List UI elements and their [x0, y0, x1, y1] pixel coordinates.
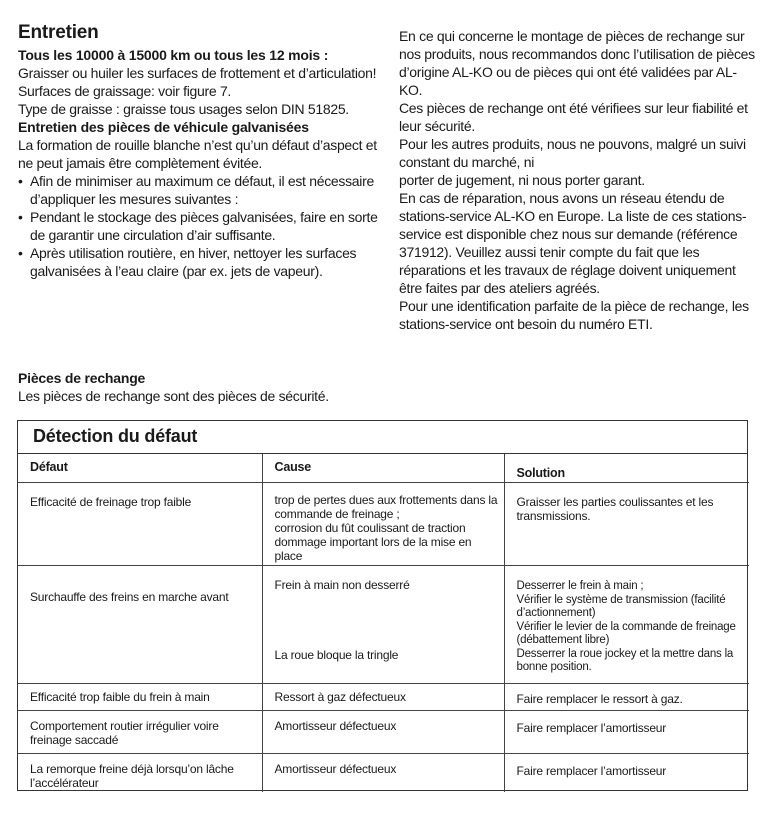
solution-cell: Desserrer le frein à main ; Vérifier le système de transmission (facilité d’actionnement) Vérifier le levier de la commande de freinage (débattement libre) Desserrer la roue jockey et la mettre dans la bonne position.: [504, 566, 749, 684]
fault-table: [18, 454, 749, 792]
cause-cell: Amortisseur défectueux: [262, 754, 504, 793]
maintenance-paragraph: Type de graisse : graisse tous usages selon DIN 51825.: [18, 101, 349, 117]
solution-cell: Faire remplacer le ressort à gaz.: [504, 684, 749, 711]
cause-cell: Frein à main non desserré La roue bloque la tringle: [262, 566, 504, 684]
defaut-cell: Comportement routier irrégulier voire freinage saccadé: [18, 711, 262, 754]
defaut-cell: Efficacité trop faible du frein à main: [18, 684, 262, 711]
cause-cell: trop de pertes dues aux frottements dans la commande de freinage ; corrosion du fût coulissant de traction dommage important lors de la mise en place: [262, 483, 504, 566]
right-paragraph: Pour une identification parfaite de la pièce de rechange, les stations-service ont besoin du numéro ETI.: [399, 298, 749, 332]
column-header-solution: Solution: [504, 454, 749, 483]
table-title: Détection du défaut: [18, 421, 747, 454]
maintenance-title: Entretien: [18, 22, 99, 43]
right-paragraph: En cas de réparation, nous avons un réseau étendu de stations-service AL-KO en Europe. La liste de ces stations-service est disponible chez nous sur demande (référence 371912). Veuillez aussi tenir compte du fait que les réparations et les travaux de réglage doivent uniquement être faites par des ateliers agréés.: [399, 190, 747, 296]
galvanized-intro: La formation de rouille blanche n’est qu’un défaut d’aspect et ne peut jamais être complètement évitée.: [18, 137, 377, 171]
defaut-cell: Efficacité de freinage trop faible: [18, 483, 262, 566]
table-row: [18, 711, 749, 754]
solution-cell: Faire remplacer l’amortisseur: [504, 711, 749, 754]
bullet-item: • Après utilisation routière, en hiver, nettoyer les surfaces galvanisées à l’eau claire (par ex. jets de vapeur).: [18, 244, 378, 280]
cause-cell: Amortisseur défectueux: [262, 711, 504, 754]
interval-heading: Tous les 10000 à 15000 km ou tous les 12 mois :: [18, 47, 329, 63]
spare-parts-text: Les pièces de rechange sont des pièces de sécurité.: [18, 388, 329, 404]
right-paragraph: Ces pièces de rechange ont été vérifiees sur leur fiabilité et leur sécurité.: [399, 100, 748, 134]
defaut-cell: Surchauffe des freins en marche avant: [18, 566, 262, 684]
table-row: [18, 754, 749, 793]
maintenance-paragraph: Surfaces de graissage: voir figure 7.: [18, 83, 232, 99]
maintenance-paragraph: Graisser ou huiler les surfaces de frottement et d’articulation!: [18, 65, 377, 81]
galvanized-heading: Entretien des pièces de véhicule galvanisées: [18, 119, 309, 135]
table-row: [18, 684, 749, 711]
fault-detection-table: [17, 420, 748, 791]
bullet-item: • Afin de minimiser au maximum ce défaut, il est nécessaire d’appliquer les mesures suivantes :: [18, 172, 378, 208]
table-row: [18, 566, 749, 684]
spare-parts-recommendation: [399, 27, 759, 333]
maintenance-section: [18, 22, 378, 280]
solution-cell: Faire remplacer l’amortisseur: [504, 754, 749, 793]
solution-cell: Graisser les parties coulissantes et les transmissions.: [504, 483, 749, 566]
spare-parts-section: [18, 369, 398, 405]
right-paragraph: En ce qui concerne le montage de pièces de rechange sur nos produits, nous recommandos donc l’utilisation de pièces d’origine AL-KO ou de pièces qui ont été validées par AL-KO.: [399, 28, 755, 98]
galvanized-bullet-list: [18, 172, 378, 280]
table-header-row: [18, 454, 749, 483]
defaut-cell: La remorque freine déjà lorsqu’on lâche l’accélérateur: [18, 754, 262, 793]
table-row: [18, 483, 749, 566]
cause-cell: Ressort à gaz défectueux: [262, 684, 504, 711]
bullet-item: • Pendant le stockage des pièces galvanisées, faire en sorte de garantir une circulation d’air suffisante.: [18, 208, 378, 244]
right-paragraph: Pour les autres produits, nous ne pouvons, malgré un suivi constant du marché, ni: [399, 136, 746, 170]
right-paragraph: porter de jugement, ni nous porter garant.: [399, 172, 645, 188]
column-header-cause: Cause: [262, 454, 504, 483]
spare-parts-heading: Pièces de rechange: [18, 370, 146, 386]
column-header-defaut: Défaut: [18, 454, 262, 483]
